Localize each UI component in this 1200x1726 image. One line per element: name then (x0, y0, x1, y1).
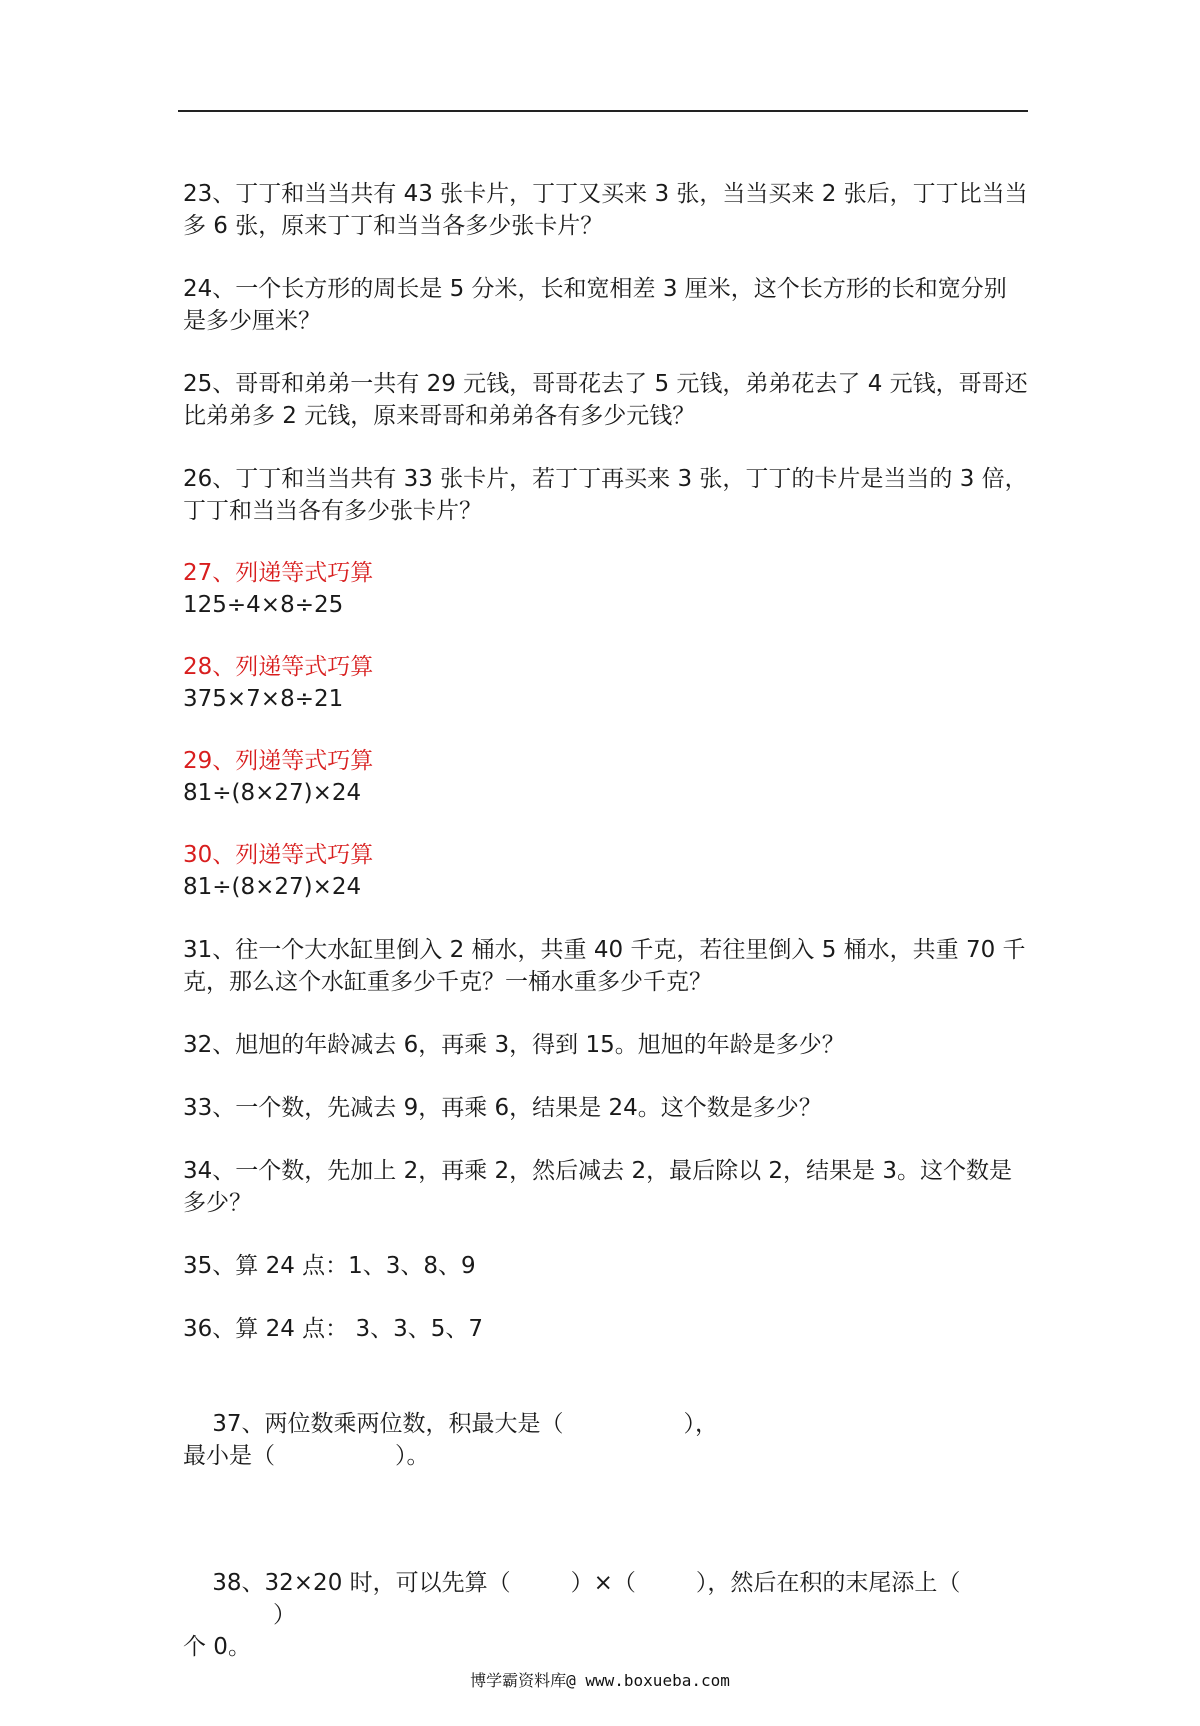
question-32: 32、旭旭的年龄减去 6，再乘 3，得到 15。旭旭的年龄是多少？ (183, 1032, 845, 1058)
page-footer: 博学霸资料库@ www.boxueba.com (470, 1671, 730, 1690)
question-26: 26、丁丁和当当共有 33 张卡片，若丁丁再买来 3 张，丁丁的卡片是当当的 3 倍，丁丁和当当各有多少张卡片？ (183, 466, 1028, 524)
calc-heading-27: 27、列递等式巧算 (183, 560, 374, 586)
q38-part3: ），然后在积的末尾添上（ (695, 1570, 961, 1596)
header-rule (178, 110, 1028, 112)
q38-part1: 38、32×20 时，可以先算（ (212, 1570, 511, 1596)
question-25: 25、哥哥和弟弟一共有 29 元钱，哥哥花去了 5 元钱，弟弟花去了 4 元钱，哥哥还比弟弟多 2 元钱，原来哥哥和弟弟各有多少元钱？ (183, 371, 1028, 429)
calc-heading-28: 28、列递等式巧算 (183, 654, 374, 680)
calc-expression-30: 81÷(8×27)×24 (183, 874, 362, 900)
q37-line2-prefix: 最小是（ (183, 1443, 275, 1469)
calc-heading-29: 29、列递等式巧算 (183, 748, 374, 774)
calc-expression-29: 81÷(8×27)×24 (183, 780, 362, 806)
question-24: 24、一个长方形的周长是 5 分米，长和宽相差 3 厘米，这个长方形的长和宽分别是多少厘米？ (183, 276, 1007, 334)
question-33: 33、一个数，先减去 9，再乘 6，结果是 24。这个数是多少？ (183, 1095, 822, 1121)
question-34: 34、一个数，先加上 2，再乘 2，然后减去 2，最后除以 2，结果是 3。这个数是多少？ (183, 1158, 1012, 1216)
q38-part4: ） (273, 1602, 296, 1628)
q37-line2-suffix: ）。 (395, 1443, 430, 1469)
calc-expression-27: 125÷4×8÷25 (183, 592, 344, 618)
question-37 (183, 1376, 1028, 1504)
question-23: 23、丁丁和当当共有 43 张卡片，丁丁又买来 3 张，当当买来 2 张后，丁丁比当当多 6 张，原来丁丁和当当各多少张卡片？ (183, 181, 1028, 239)
worksheet-body (183, 178, 1028, 1726)
calc-expression-28: 375×7×8÷21 (183, 686, 344, 712)
q38-part5: 个 0。 (183, 1634, 251, 1660)
q37-line1-prefix: 37、两位数乘两位数，积最大是（ (212, 1411, 564, 1437)
calc-heading-30: 30、列递等式巧算 (183, 842, 374, 868)
q38-part2: ）×（ (570, 1570, 636, 1596)
question-36: 36、算 24 点： 3、3、5、7 (183, 1316, 483, 1342)
question-35: 35、算 24 点：1、3、8、9 (183, 1253, 476, 1279)
question-31: 31、往一个大水缸里倒入 2 桶水，共重 40 千克，若往里倒入 5 桶水，共重 70 千克，那么这个水缸重多少千克？一桶水重多少千克？ (183, 937, 1026, 995)
q37-line1-suffix: ）， (683, 1411, 719, 1437)
